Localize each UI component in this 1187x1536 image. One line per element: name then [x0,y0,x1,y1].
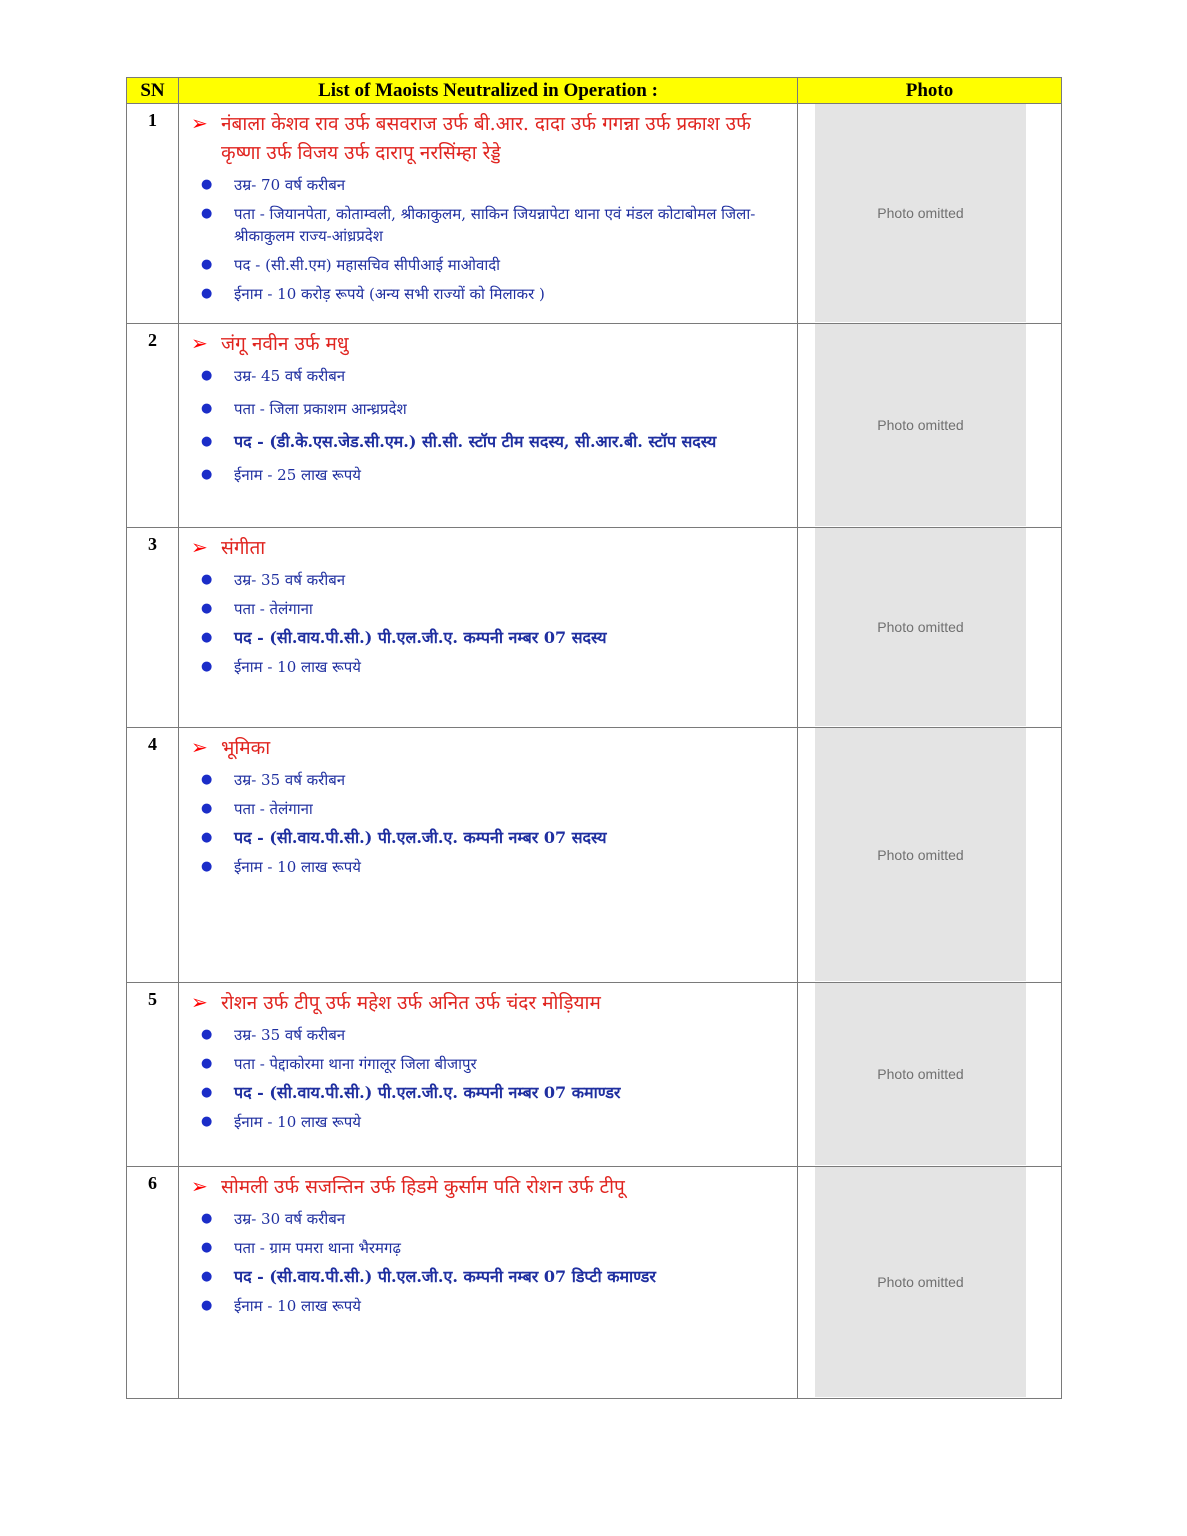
reward-item [201,283,789,305]
row-info [179,104,798,324]
reward-item [201,656,789,678]
name-line [187,110,789,168]
age-item [201,1024,789,1046]
bullet-icon: ● [201,630,213,645]
bullet-icon: ● [201,1085,213,1100]
table-row [127,104,1062,324]
arrow-bullet-icon: ➢ [191,990,208,1014]
bullet-icon: ● [201,368,213,383]
address-text: पता - तेलंगाना [234,800,313,818]
name-line [187,1173,789,1202]
photo-placeholder [815,983,1026,1165]
address-item [201,398,789,420]
photo-placeholder-label: Photo omitted [877,1066,964,1082]
bullet-icon: ● [201,401,213,416]
post-item [201,431,789,453]
bullet-icon: ● [201,206,213,221]
reward-text: ईनाम - 10 लाख रूपये [234,858,361,876]
row-sn: 5 [127,983,179,1167]
maoists-table [126,77,1062,1399]
address-item [201,798,789,820]
arrow-bullet-icon: ➢ [191,331,208,355]
row-info [179,528,798,728]
photo-cell [798,324,1062,528]
age-item [201,174,789,196]
address-text: पता - पेद्दाकोरमा थाना गंगालूर जिला बीजापुर [234,1055,477,1073]
table-row [127,324,1062,528]
bullet-icon: ● [201,772,213,787]
post-item [201,1082,789,1104]
name-line [187,734,789,763]
bullet-icon: ● [201,467,213,482]
post-text: पद - (सी.वाय.पी.सी.) पी.एल.जी.ए. कम्पनी नम्बर 07 सदस्य [234,628,607,647]
row-info [179,983,798,1167]
photo-placeholder-label: Photo omitted [877,417,964,433]
address-item [201,203,789,247]
photo-cell [798,104,1062,324]
person-name: जंगू नवीन उर्फ मधु [221,333,349,355]
table-row [127,1167,1062,1399]
post-text: पद - (सी.सी.एम) महासचिव सीपीआई माओवादी [234,256,501,274]
bullet-icon: ● [201,801,213,816]
age-item [201,569,789,591]
details-list [187,1208,789,1317]
row-info [179,1167,798,1399]
post-text: पद - (सी.वाय.पी.सी.) पी.एल.जी.ए. कम्पनी नम्बर 07 डिप्टी कमाण्डर [234,1267,656,1286]
bullet-icon: ● [201,257,213,272]
person-name: सोमली उर्फ सजन्तिन उर्फ हिडमे कुर्साम पति रोशन उर्फ टीपू [221,1176,625,1198]
bullet-icon: ● [201,859,213,874]
post-text: पद - (सी.वाय.पी.सी.) पी.एल.जी.ए. कम्पनी नम्बर 07 कमाण्डर [234,1083,621,1102]
post-item [201,827,789,849]
header-photo: Photo [798,78,1062,104]
name-line [187,989,789,1018]
details-list [187,174,789,305]
bullet-icon: ● [201,1298,213,1313]
reward-text: ईनाम - 25 लाख रूपये [234,466,361,484]
photo-cell [798,528,1062,728]
photo-placeholder [815,324,1026,526]
reward-text: ईनाम - 10 लाख रूपये [234,658,361,676]
bullet-icon: ● [201,1211,213,1226]
name-line [187,534,789,563]
row-info [179,324,798,528]
bullet-icon: ● [201,434,213,449]
photo-placeholder [815,104,1026,322]
post-item [201,627,789,649]
reward-text: ईनाम - 10 लाख रूपये [234,1113,361,1131]
row-sn: 2 [127,324,179,528]
age-text: उम्र- 35 वर्ष करीबन [234,571,346,589]
header-sn: SN [127,78,179,104]
age-item [201,1208,789,1230]
arrow-bullet-icon: ➢ [191,735,208,759]
arrow-bullet-icon: ➢ [191,111,208,135]
row-sn: 4 [127,728,179,983]
photo-placeholder-label: Photo omitted [877,619,964,635]
bullet-icon: ● [201,601,213,616]
address-item [201,598,789,620]
bullet-icon: ● [201,286,213,301]
address-item [201,1053,789,1075]
age-text: उम्र- 35 वर्ष करीबन [234,1026,346,1044]
photo-placeholder [815,1167,1026,1397]
age-text: उम्र- 70 वर्ष करीबन [234,176,346,194]
bullet-icon: ● [201,177,213,192]
reward-item [201,1111,789,1133]
address-text: पता - ग्राम पमरा थाना भैरमगढ़ [234,1239,401,1257]
row-sn: 6 [127,1167,179,1399]
reward-item [201,1295,789,1317]
photo-placeholder-label: Photo omitted [877,205,964,221]
person-name: संगीता [221,537,266,559]
post-item [201,1266,789,1288]
photo-cell [798,1167,1062,1399]
row-sn: 3 [127,528,179,728]
reward-item [201,856,789,878]
table-header-row [127,78,1062,104]
bullet-icon: ● [201,1269,213,1284]
row-sn: 1 [127,104,179,324]
reward-text: ईनाम - 10 लाख रूपये [234,1297,361,1315]
details-list [187,1024,789,1133]
person-name: भूमिका [221,737,271,759]
photo-cell [798,983,1062,1167]
details-list [187,769,789,878]
bullet-icon: ● [201,572,213,587]
post-item [201,254,789,276]
age-text: उम्र- 35 वर्ष करीबन [234,771,346,789]
header-list: List of Maoists Neutralized in Operation : [179,78,798,104]
reward-text: ईनाम - 10 करोड़ रूपये (अन्य सभी राज्यों को मिलाकर ) [234,285,545,303]
bullet-icon: ● [201,1114,213,1129]
address-text: पता - तेलंगाना [234,600,313,618]
details-list [187,569,789,678]
arrow-bullet-icon: ➢ [191,535,208,559]
photo-placeholder [815,728,1026,981]
post-text: पद - (सी.वाय.पी.सी.) पी.एल.जी.ए. कम्पनी नम्बर 07 सदस्य [234,828,607,847]
photo-placeholder-label: Photo omitted [877,1274,964,1290]
address-text: पता - जिला प्रकाशम आन्ध्रप्रदेश [234,400,407,418]
person-name: नंबाला केशव राव उर्फ बसवराज उर्फ बी.आर. दादा उर्फ गगन्ना उर्फ प्रकाश उर्फ कृष्णा उर्फ विजय उर्फ दारापू नरसिंम्हा रेड्डे [221,113,751,164]
post-text: पद - (डी.के.एस.जेड.सी.एम.) सी.सी. स्टॉप टीम सदस्य, सी.आर.बी. स्टॉप सदस्य [234,432,717,451]
photo-placeholder [815,528,1026,726]
row-info [179,728,798,983]
person-name: रोशन उर्फ टीपू उर्फ महेश उर्फ अनित उर्फ चंदर मोड़ियाम [221,992,601,1014]
arrow-bullet-icon: ➢ [191,1174,208,1198]
table-row [127,528,1062,728]
photo-placeholder-label: Photo omitted [877,846,964,863]
age-text: उम्र- 45 वर्ष करीबन [234,367,346,385]
details-list [187,365,789,486]
age-item [201,769,789,791]
bullet-icon: ● [201,1240,213,1255]
age-item [201,365,789,387]
table-row [127,728,1062,983]
bullet-icon: ● [201,1056,213,1071]
table-row [127,983,1062,1167]
name-line [187,330,789,359]
bullet-icon: ● [201,830,213,845]
age-text: उम्र- 30 वर्ष करीबन [234,1210,346,1228]
address-item [201,1237,789,1259]
photo-cell [798,728,1062,983]
bullet-icon: ● [201,1027,213,1042]
address-text: पता - जियानपेता, कोताम्वली, श्रीकाकुलम, साकिन जियन्नापेटा थाना एवं मंडल कोटाबोमल जिला-श्रीकाकुलम राज्य-आंध्रप्रदेश [234,205,756,245]
bullet-icon: ● [201,659,213,674]
reward-item [201,464,789,486]
